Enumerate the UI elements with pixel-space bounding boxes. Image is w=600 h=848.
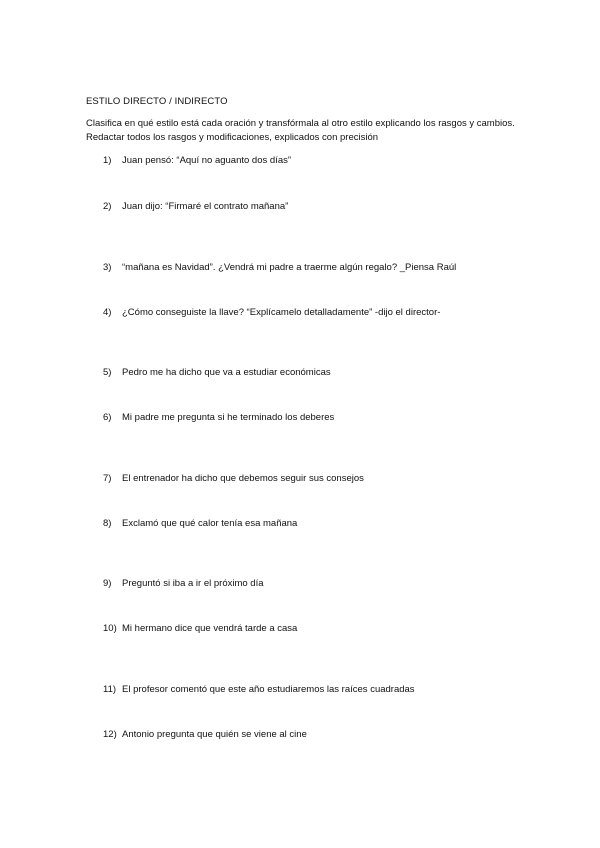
item-number: 1)	[103, 155, 112, 166]
item-number: 10)	[103, 623, 117, 634]
document-title: ESTILO DIRECTO / INDIRECTO	[86, 96, 228, 107]
item-text: El entrenador ha dicho que debemos seguir sus consejos	[122, 473, 364, 484]
instructions-paragraph: Clasifica en qué estilo está cada oración y transfórmala al otro estilo explicando los rasgos y cambios. Redactar todos los rasgos y modificaciones, explicados con precisión	[86, 118, 515, 143]
exercise-item-5	[103, 367, 331, 378]
item-number: 6)	[103, 412, 112, 423]
exercise-item-2	[103, 201, 288, 212]
exercise-item-11	[103, 684, 415, 695]
item-text: Juan dijo: “Firmaré el contrato mañana”	[122, 201, 289, 212]
item-number: 5)	[103, 367, 112, 378]
item-text: Preguntó si iba a ir el próximo día	[122, 578, 264, 589]
item-text: El profesor comentó que este año estudiaremos las raíces cuadradas	[122, 684, 415, 695]
exercise-item-10	[103, 623, 297, 634]
exercise-item-1	[103, 155, 291, 166]
item-text: Juan pensó: “Aquí no aguanto dos días”	[122, 155, 292, 166]
exercise-item-12	[103, 729, 307, 740]
exercise-item-4	[103, 307, 440, 318]
item-text: Exclamó que qué calor tenía esa mañana	[122, 518, 298, 529]
item-text: “mañana es Navidad”. ¿Vendrá mi padre a traerme algún regalo? _Piensa Raúl	[122, 262, 457, 273]
item-number: 7)	[103, 473, 112, 484]
item-number: 9)	[103, 578, 112, 589]
item-number: 2)	[103, 201, 112, 212]
exercise-item-6	[103, 412, 334, 423]
item-text: Mi padre me pregunta si he terminado los deberes	[122, 412, 335, 423]
item-number: 3)	[103, 262, 112, 273]
item-number: 4)	[103, 307, 112, 318]
exercise-item-3	[103, 262, 456, 273]
item-text: Antonio pregunta que quién se viene al cine	[122, 729, 307, 740]
item-text: ¿Cómo conseguiste la llave? “Explícamelo detalladamente” -dijo el director-	[122, 307, 441, 318]
exercise-item-7	[103, 473, 364, 484]
item-number: 8)	[103, 518, 112, 529]
exercise-item-8	[103, 518, 297, 529]
exercise-item-9	[103, 578, 264, 589]
item-text: Pedro me ha dicho que va a estudiar económicas	[122, 367, 331, 378]
item-text: Mi hermano dice que vendrá tarde a casa	[122, 623, 298, 634]
item-number: 12)	[103, 729, 117, 740]
item-number: 11)	[103, 684, 117, 695]
